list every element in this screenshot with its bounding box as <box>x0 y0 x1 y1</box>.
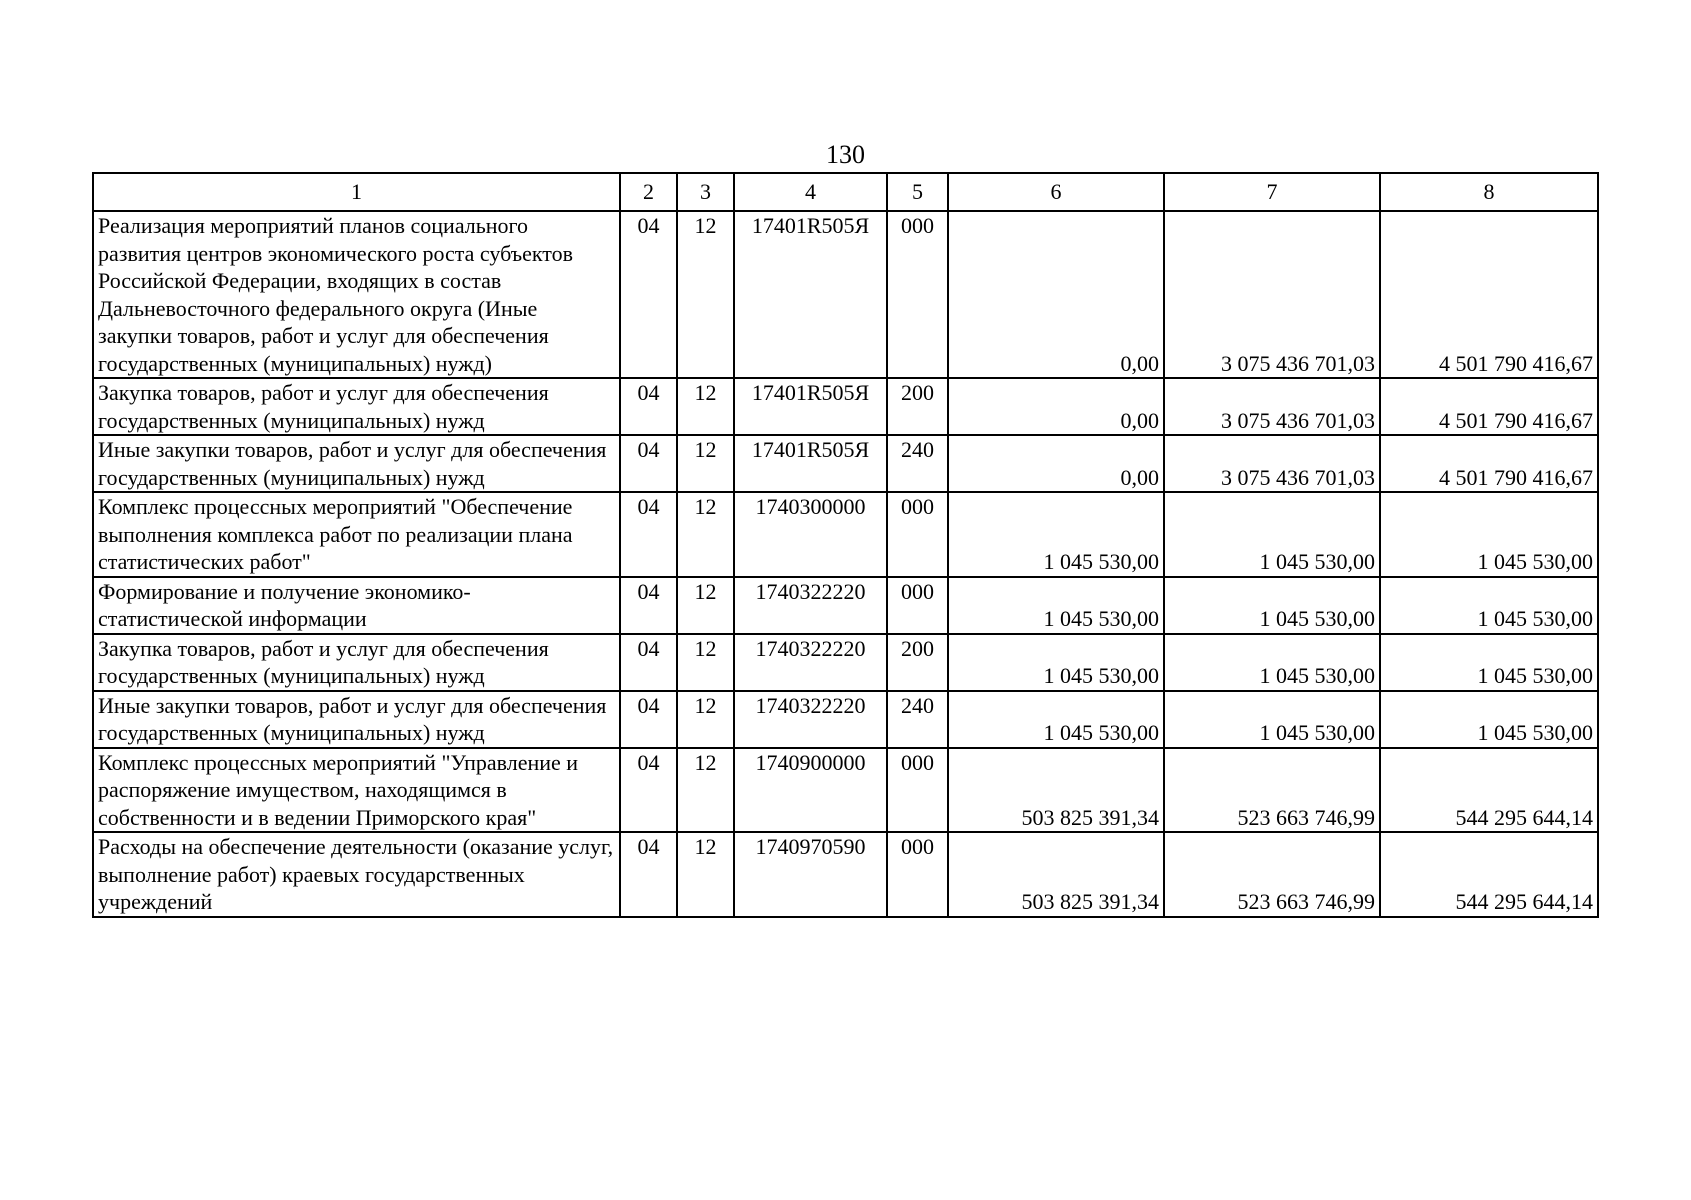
subsection-code: 12 <box>677 691 734 748</box>
table-row <box>93 748 1598 833</box>
amount-col8: 4 501 790 416,67 <box>1380 435 1598 492</box>
table-row <box>93 378 1598 435</box>
table-row <box>93 691 1598 748</box>
amount-col6: 1 045 530,00 <box>948 492 1164 577</box>
amount-col7: 3 075 436 701,03 <box>1164 211 1380 378</box>
row-description: Расходы на обеспечение деятельности (оказание услуг, выполнение работ) краевых государственных учреждений <box>93 832 620 917</box>
column-header: 1 <box>93 173 620 211</box>
table-row <box>93 832 1598 917</box>
column-header: 7 <box>1164 173 1380 211</box>
expense-type-code: 000 <box>887 748 948 833</box>
amount-col6: 503 825 391,34 <box>948 832 1164 917</box>
target-article-code: 1740970590 <box>734 832 887 917</box>
expense-type-code: 000 <box>887 577 948 634</box>
table-row <box>93 211 1598 378</box>
subsection-code: 12 <box>677 435 734 492</box>
subsection-code: 12 <box>677 492 734 577</box>
target-article-code: 1740322220 <box>734 691 887 748</box>
expense-type-code: 200 <box>887 634 948 691</box>
target-article-code: 1740322220 <box>734 634 887 691</box>
amount-col8: 544 295 644,14 <box>1380 748 1598 833</box>
section-code: 04 <box>620 832 677 917</box>
section-code: 04 <box>620 748 677 833</box>
expense-type-code: 000 <box>887 492 948 577</box>
column-header: 3 <box>677 173 734 211</box>
amount-col8: 1 045 530,00 <box>1380 634 1598 691</box>
row-description: Закупка товаров, работ и услуг для обеспечения государственных (муниципальных) нужд <box>93 378 620 435</box>
page-number: 130 <box>826 140 865 169</box>
target-article-code: 17401R505Я <box>734 211 887 378</box>
expense-type-code: 240 <box>887 691 948 748</box>
amount-col8: 4 501 790 416,67 <box>1380 211 1598 378</box>
column-header: 6 <box>948 173 1164 211</box>
amount-col6: 1 045 530,00 <box>948 691 1164 748</box>
expense-type-code: 200 <box>887 378 948 435</box>
amount-col7: 1 045 530,00 <box>1164 634 1380 691</box>
amount-col7: 3 075 436 701,03 <box>1164 378 1380 435</box>
table-row <box>93 634 1598 691</box>
amount-col8: 1 045 530,00 <box>1380 691 1598 748</box>
amount-col7: 3 075 436 701,03 <box>1164 435 1380 492</box>
table-row <box>93 492 1598 577</box>
section-code: 04 <box>620 435 677 492</box>
amount-col7: 523 663 746,99 <box>1164 748 1380 833</box>
row-description: Иные закупки товаров, работ и услуг для обеспечения государственных (муниципальных) нужд <box>93 691 620 748</box>
amount-col6: 0,00 <box>948 378 1164 435</box>
row-description: Формирование и получение экономико-статистической информации <box>93 577 620 634</box>
column-header: 8 <box>1380 173 1598 211</box>
subsection-code: 12 <box>677 748 734 833</box>
amount-col6: 1 045 530,00 <box>948 634 1164 691</box>
amount-col6: 0,00 <box>948 435 1164 492</box>
column-header: 5 <box>887 173 948 211</box>
target-article-code: 1740322220 <box>734 577 887 634</box>
table-row <box>93 577 1598 634</box>
header-row <box>93 173 1598 211</box>
expense-type-code: 000 <box>887 832 948 917</box>
amount-col8: 1 045 530,00 <box>1380 492 1598 577</box>
row-description: Комплекс процессных мероприятий "Управление и распоряжение имуществом, находящимся в собственности и в ведении Приморского края" <box>93 748 620 833</box>
section-code: 04 <box>620 691 677 748</box>
row-description: Реализация мероприятий планов социального развития центров экономического роста субъектов Российской Федерации, входящих в состав Дальневосточного федерального округа (Иные закупки товаров, работ и услуг для обеспечения государственных (муниципальных) нужд) <box>93 211 620 378</box>
amount-col7: 1 045 530,00 <box>1164 577 1380 634</box>
amount-col8: 1 045 530,00 <box>1380 577 1598 634</box>
target-article-code: 1740300000 <box>734 492 887 577</box>
section-code: 04 <box>620 634 677 691</box>
subsection-code: 12 <box>677 211 734 378</box>
section-code: 04 <box>620 211 677 378</box>
subsection-code: 12 <box>677 634 734 691</box>
subsection-code: 12 <box>677 832 734 917</box>
amount-col6: 0,00 <box>948 211 1164 378</box>
subsection-code: 12 <box>677 378 734 435</box>
amount-col7: 1 045 530,00 <box>1164 691 1380 748</box>
budget-table <box>92 172 1599 918</box>
amount-col8: 4 501 790 416,67 <box>1380 378 1598 435</box>
column-header: 2 <box>620 173 677 211</box>
target-article-code: 1740900000 <box>734 748 887 833</box>
section-code: 04 <box>620 378 677 435</box>
expense-type-code: 000 <box>887 211 948 378</box>
amount-col6: 503 825 391,34 <box>948 748 1164 833</box>
subsection-code: 12 <box>677 577 734 634</box>
amount-col8: 544 295 644,14 <box>1380 832 1598 917</box>
column-header: 4 <box>734 173 887 211</box>
row-description: Комплекс процессных мероприятий "Обеспечение выполнения комплекса работ по реализации плана статистических работ" <box>93 492 620 577</box>
amount-col6: 1 045 530,00 <box>948 577 1164 634</box>
target-article-code: 17401R505Я <box>734 435 887 492</box>
expense-type-code: 240 <box>887 435 948 492</box>
target-article-code: 17401R505Я <box>734 378 887 435</box>
amount-col7: 1 045 530,00 <box>1164 492 1380 577</box>
section-code: 04 <box>620 577 677 634</box>
table-row <box>93 435 1598 492</box>
amount-col7: 523 663 746,99 <box>1164 832 1380 917</box>
row-description: Закупка товаров, работ и услуг для обеспечения государственных (муниципальных) нужд <box>93 634 620 691</box>
row-description: Иные закупки товаров, работ и услуг для обеспечения государственных (муниципальных) нужд <box>93 435 620 492</box>
section-code: 04 <box>620 492 677 577</box>
